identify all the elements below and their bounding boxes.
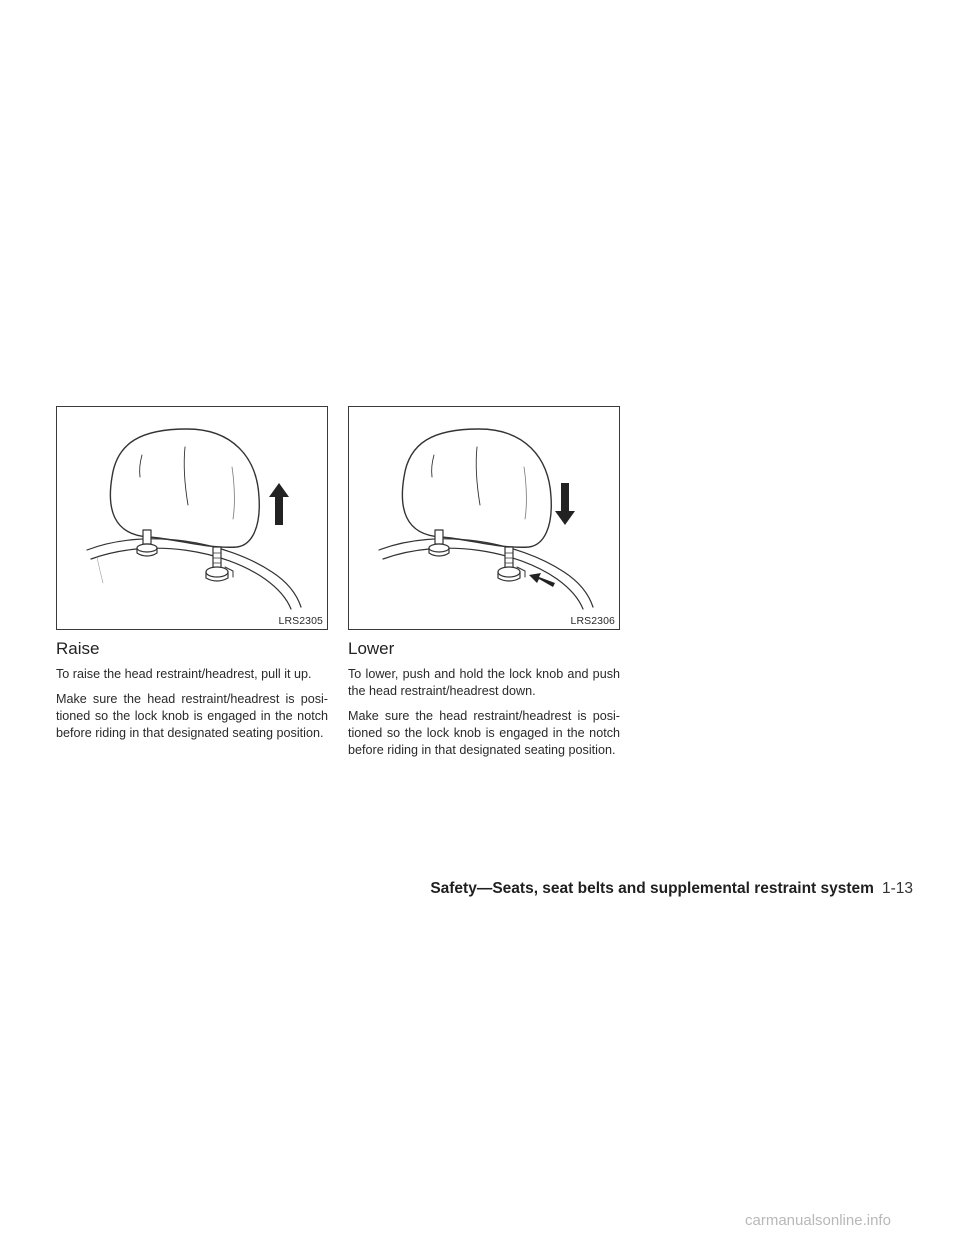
- lower-paragraph-2: Make sure the head restraint/headrest is posi-tioned so the lock knob is engaged in the notch before riding in that designated seating position.: [348, 709, 620, 757]
- watermark: carmanualsonline.info: [745, 1212, 891, 1229]
- headrest-lower-drawing: [349, 407, 619, 629]
- lower-illustration: [348, 406, 620, 630]
- section-heading-raise: Raise: [56, 639, 100, 658]
- raise-paragraph-2: Make sure the head restraint/headrest is posi-tioned so the lock knob is engaged in the notch before riding in that designated seating position.: [56, 692, 328, 740]
- headrest-raise-drawing: [57, 407, 327, 629]
- raise-illustration: [56, 406, 328, 630]
- page-number: 1-13: [881, 880, 913, 897]
- figure-code: LRS2305: [278, 615, 323, 627]
- raise-paragraph-1: To raise the head restraint/headrest, pull it up.: [56, 667, 312, 681]
- page-footer: [0, 879, 913, 899]
- figure-code: LRS2306: [570, 615, 615, 627]
- footer-section-title: Safety—Seats, seat belts and supplemental restraint system: [430, 880, 874, 897]
- raise-section: [56, 406, 328, 742]
- section-heading-lower: Lower: [348, 639, 395, 658]
- lower-paragraph-1: To lower, push and hold the lock knob and push the head restraint/headrest down.: [348, 667, 620, 698]
- lower-section: [348, 406, 620, 759]
